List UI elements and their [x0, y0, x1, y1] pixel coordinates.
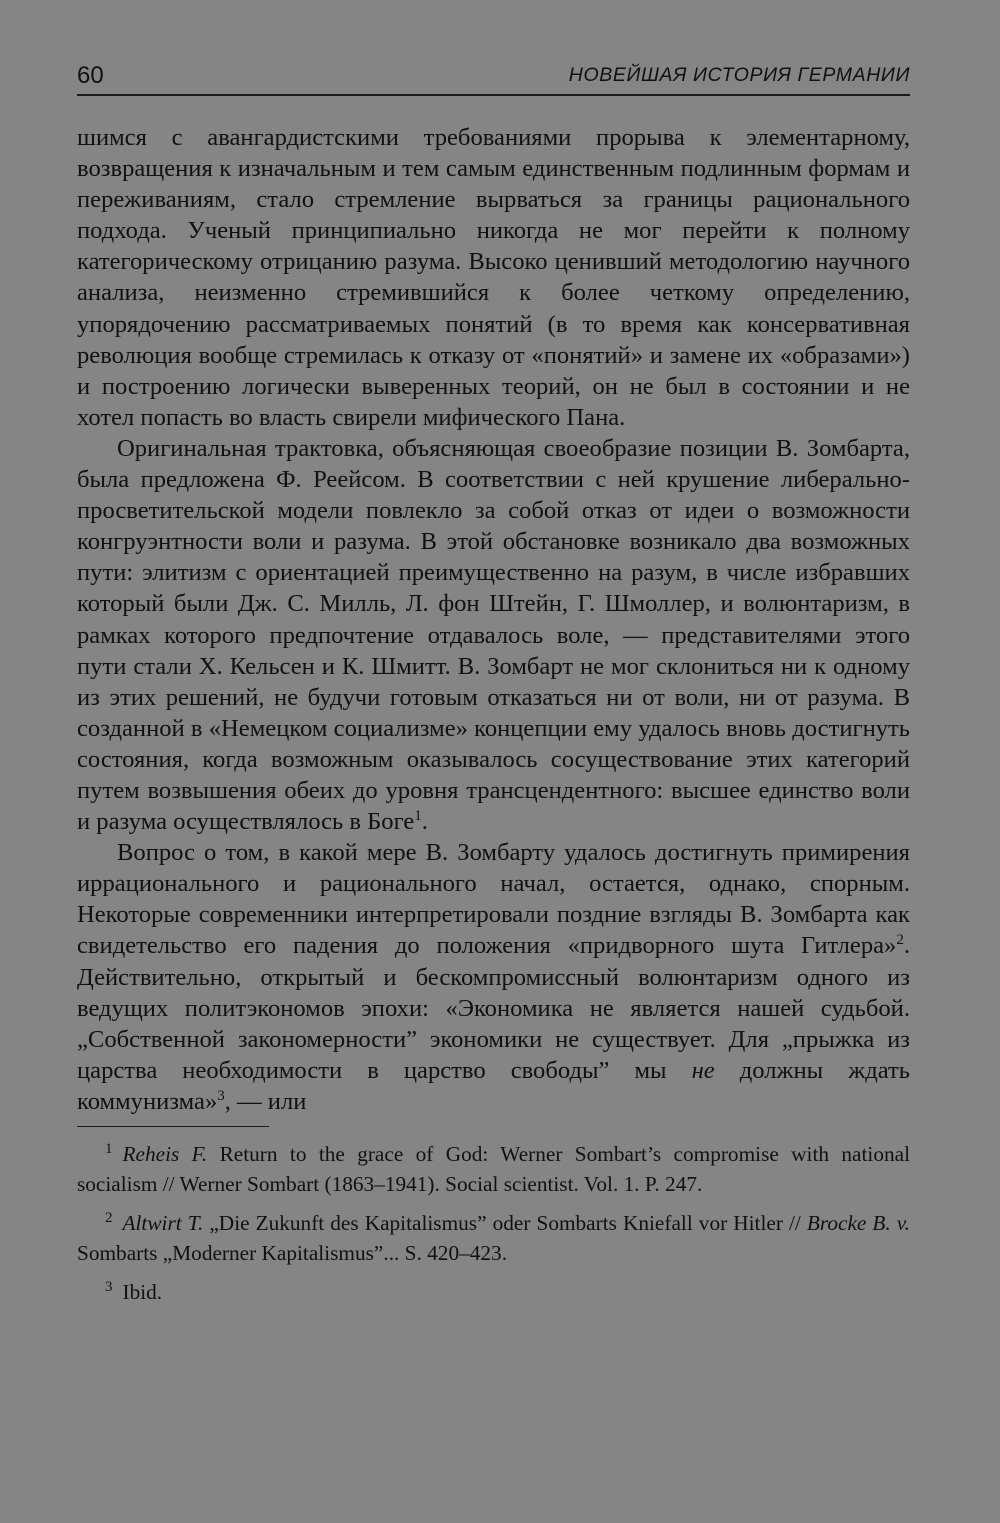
paragraph-text: , — или [224, 1087, 307, 1115]
footnote-ref-2: 2 [896, 932, 904, 949]
footnotes [77, 1139, 910, 1307]
footnote-text: Sombarts „Moderner Kapitalismus”... S. 420–423. [77, 1241, 508, 1265]
footnote-ref-1: 1 [414, 807, 422, 824]
paragraph-text: Вопрос о том, в какой мере В. Зомбарту удалось достигнуть примирения иррационального и рационального начал, остается, однако, спорным. Некоторые современники интерпретировали поздние взгляды В. Зомбарта как свидетельство его падения до положения «придворного шута Гитлера» [77, 839, 910, 960]
main-text [77, 122, 910, 1117]
emphasis-text: не [691, 1056, 715, 1084]
footnote-text: Return to the grace of God: Werner Sombart’s compromise with national socialism // Werner Sombart (1863–1941). Social scientist. Vol. 1. P. 247. [77, 1142, 910, 1196]
paragraph [77, 122, 910, 433]
paragraph-text-end: . [421, 808, 428, 836]
paragraph [77, 433, 910, 837]
paragraph-text: должны ждать коммунизма» [77, 1056, 910, 1115]
footnote-text: Ibid. [122, 1280, 163, 1304]
footnote-divider [77, 1126, 269, 1127]
footnote-mark: 3 [105, 1278, 113, 1295]
footnote-author: Reheis F. [122, 1142, 208, 1166]
footnote-mark: 1 [105, 1140, 113, 1157]
paragraph-text: . Действительно, открытый и бескомпромиссный волюнтаризм одного из ведущих политэкономов эпохи: «Экономика не является нашей судьбой. „Собственной закономерности” экономики не существует. Для „прыжка из царства необходимости в царство свободы” мы [77, 932, 910, 1084]
footnote-author: Altwirt T. [122, 1211, 204, 1235]
footnote-ref-3: 3 [217, 1087, 225, 1104]
page-header [77, 58, 910, 96]
paragraph-text: Оригинальная трактовка, объясняющая своеобразие позиции В. Зомбарта, была предложена Ф. Реейсом. В соответствии с ней крушение либерально-просветительской модели повлекло за собой отказ от идеи о возможности конгруэнтности воли и разума. В этой обстановке возникало два возможных пути: элитизм с ориентацией преимущественно на разум, в числе избравших который были Дж. С. Милль, Л. фон Штейн, Г. Шмоллер, и волюнтаризм, в рамках которого предпочтение отдавалось воле, — представителями этого пути стали Х. Кельсен и К. Шмитт. В. Зомбарт не мог склониться ни к одному из этих решений, не будучи готовым отказаться ни от воли, ни от разума. В созданной в «Немецком социализме» концепции ему удалось вновь достигнуть состояния, когда возможным оказывалось сосуществование этих категорий путем возвышения обеих до уровня трансцендентного: высшее единство воли и разума осуществлялось в Боге [77, 434, 910, 836]
footnote-author: Brocke B. v. [806, 1211, 910, 1235]
running-title: НОВЕЙШАЯ ИСТОРИЯ ГЕРМАНИИ [568, 64, 910, 86]
footnote-1 [77, 1139, 910, 1199]
page-number: 60 [77, 62, 104, 89]
footnote-mark: 2 [105, 1209, 113, 1226]
footnote-2 [77, 1208, 910, 1268]
footnote-text: „Die Zukunft des Kapitalismus” oder Sombarts Kniefall vor Hitler // [203, 1211, 807, 1235]
page-content [77, 58, 910, 1316]
footnote-3 [77, 1277, 910, 1307]
paragraph [77, 837, 910, 1117]
paragraph-text: шимся с авангардистскими требованиями прорыва к элементарному, возвращения к изначальным и тем самым единственным подлинным формам и переживаниям, стало стремление вырваться за границы рационального подхода. Ученый принципиально никогда не мог перейти к полному категорическому отрицанию разума. Высоко ценивший методологию научного анализа, неизменно стремившийся к более четкому определению, упорядочению рассматриваемых понятий (в то время как консервативная революция вообще стремилась к отказу от «понятий» и замене их «образами») и построению логически выверенных теорий, он не был в состоянии и не хотел попасть во власть свирели мифического Пана. [77, 124, 910, 431]
